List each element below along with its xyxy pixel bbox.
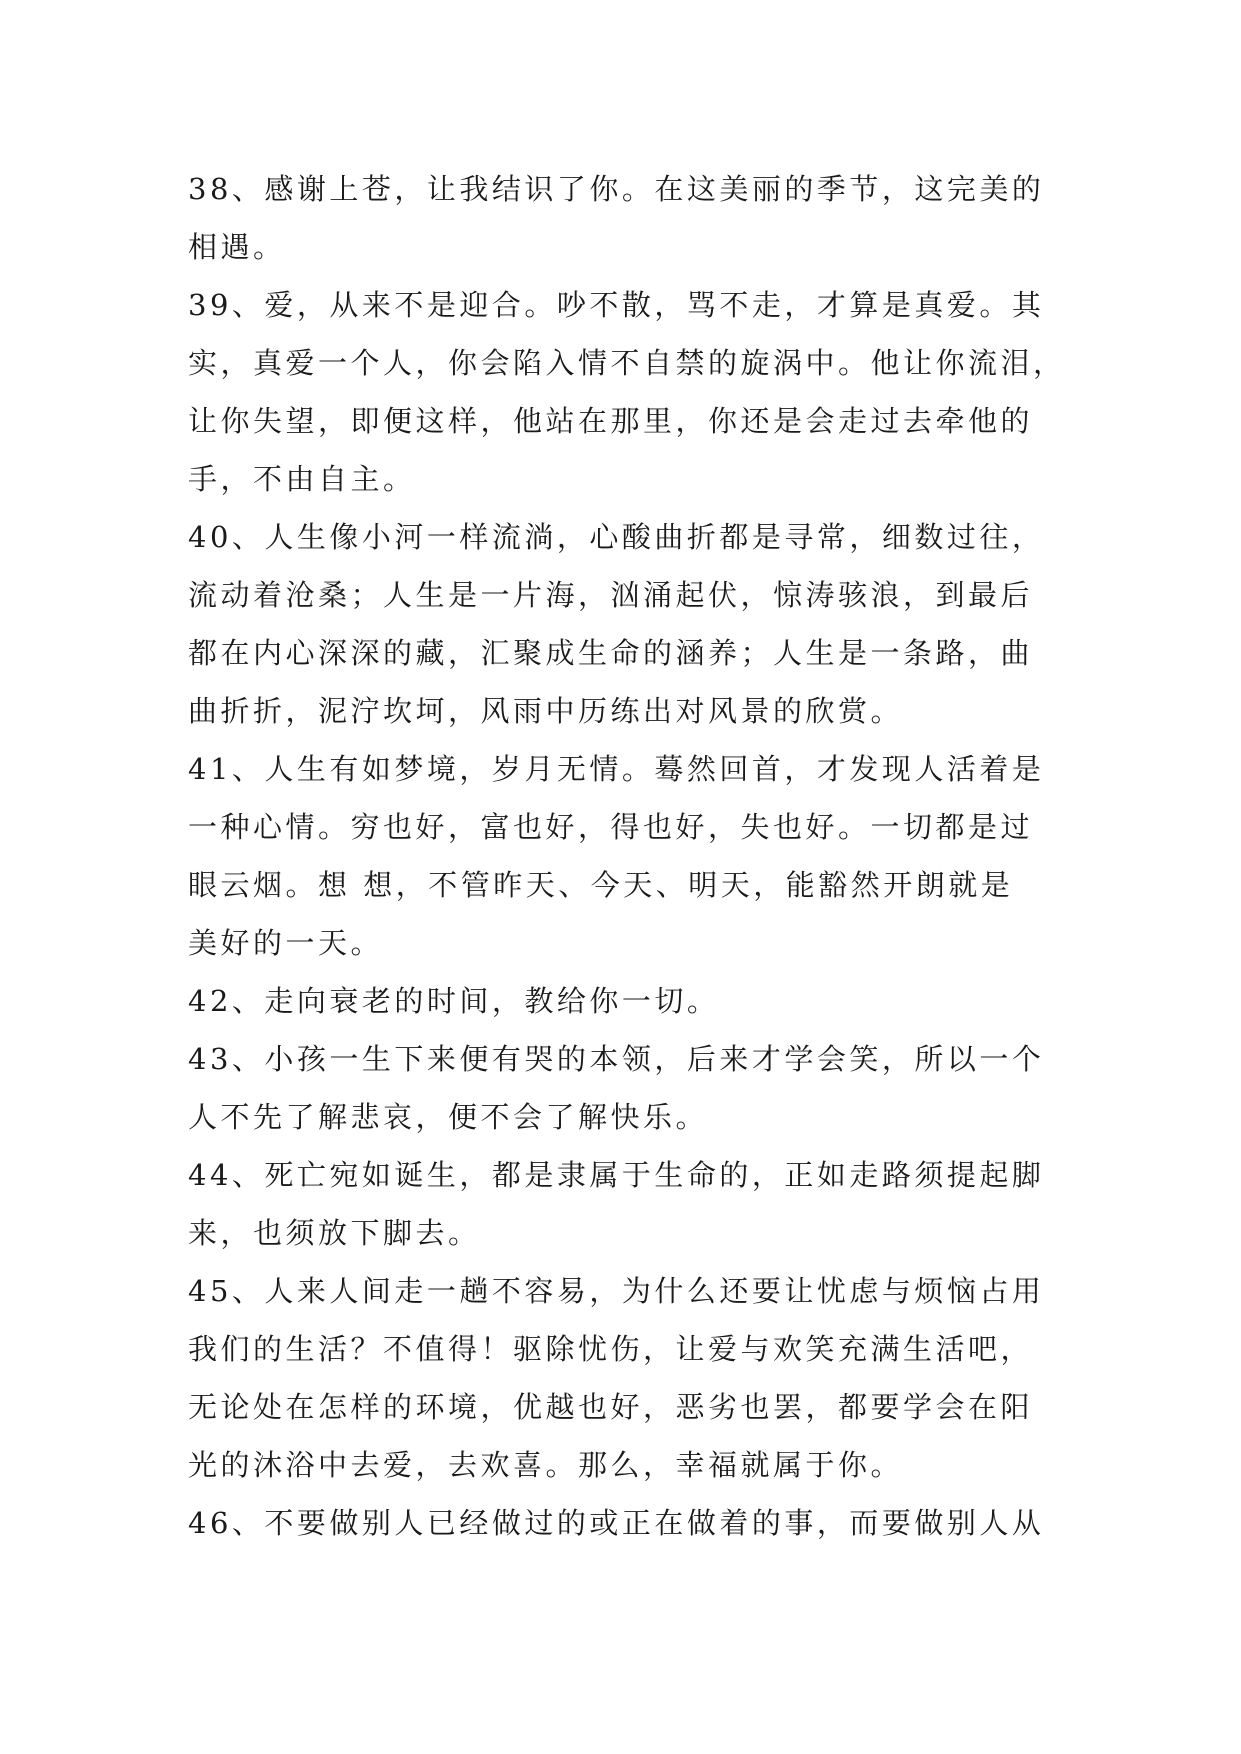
text-line: 46、不要做别人已经做过的或正在做着的事，而要做别人从 (188, 1506, 1045, 1540)
text-line: 38、感谢上苍，让我结识了你。在这美丽的季节，这完美的 (188, 172, 1045, 206)
text-line: 都在内心深深的藏，汇聚成生命的涵养；人生是一条路，曲 (188, 636, 1034, 670)
text-line: 实，真爱一个人，你会陷入情不自禁的旋涡中。他让你流泪， (188, 346, 1066, 380)
text-line: 39、爱，从来不是迎合。吵不散，骂不走，才算是真爱。其 (188, 288, 1045, 322)
text-line: 45、人来人间走一趟不容易，为什么还要让忧虑与烦恼占用 (188, 1274, 1045, 1308)
text-line: 人不先了解悲哀，便不会了解快乐。 (188, 1100, 709, 1134)
text-line: 相遇。 (188, 230, 286, 264)
text-line: 40、人生像小河一样流淌，心酸曲折都是寻常，细数过往， (188, 520, 1045, 554)
text-line: 41、人生有如梦境，岁月无情。蓦然回首，才发现人活着是 (188, 752, 1045, 786)
document-body (188, 160, 1066, 1552)
text-line: 让你失望，即便这样，他站在那里，你还是会走过去牵他的 (188, 404, 1034, 438)
text-line: 流动着沧桑；人生是一片海，汹涌起伏，惊涛骇浪，到最后 (188, 578, 1034, 612)
text-line: 来，也须放下脚去。 (188, 1216, 481, 1250)
text-line: 一种心情。穷也好，富也好，得也好，失也好。一切都是过 (188, 810, 1034, 844)
text-line: 手，不由自主。 (188, 462, 416, 496)
text-line: 美好的一天。 (188, 926, 384, 960)
text-line: 眼云烟。想 想，不管昨天、今天、明天，能豁然开朗就是 (188, 868, 1014, 902)
text-line: 42、走向衰老的时间，教给你一切。 (188, 984, 720, 1018)
text-line: 无论处在怎样的环境，优越也好，恶劣也罢，都要学会在阳 (188, 1390, 1034, 1424)
text-line: 曲折折，泥泞坎坷，风雨中历练出对风景的欣赏。 (188, 694, 904, 728)
text-line: 44、死亡宛如诞生，都是隶属于生命的，正如走路须提起脚 (188, 1158, 1045, 1192)
text-line: 43、小孩一生下来便有哭的本领，后来才学会笑，所以一个 (188, 1042, 1045, 1076)
text-line: 我们的生活？不值得！驱除忧伤，让爱与欢笑充满生活吧， (188, 1332, 1034, 1366)
text-line: 光的沐浴中去爱，去欢喜。那么，幸福就属于你。 (188, 1448, 904, 1482)
